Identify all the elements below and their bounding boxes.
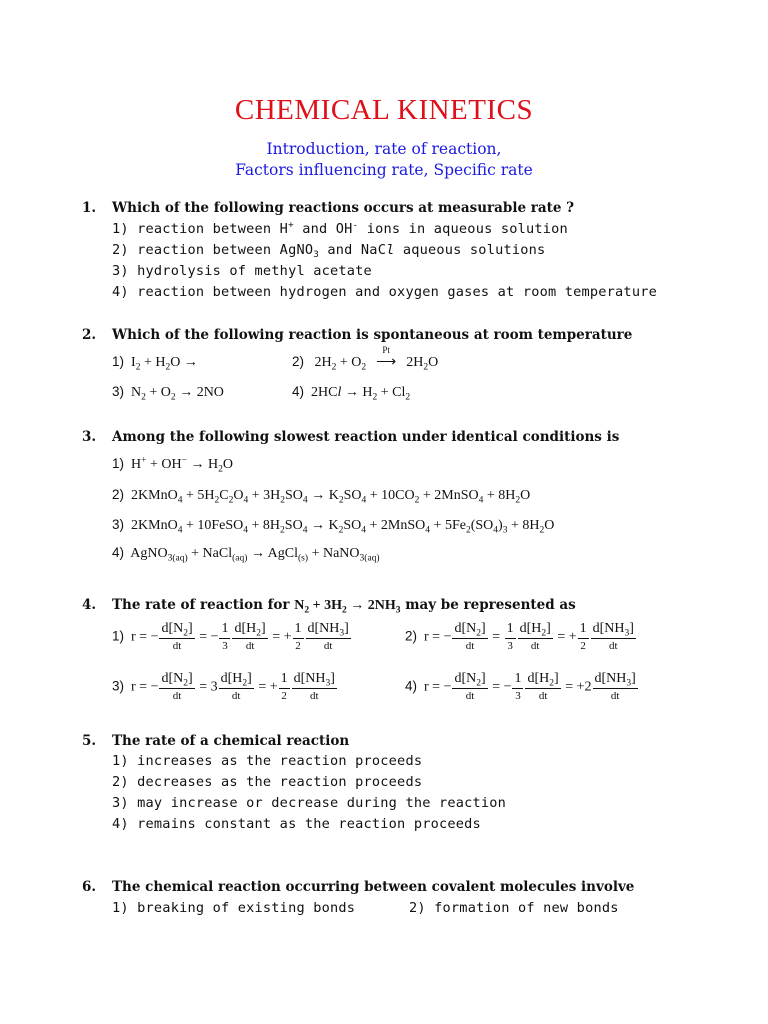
question-2-option-4: 4) $2HCl \to H_2 + Cl_2$ [292,384,411,403]
question-6-number: 6. [82,879,97,895]
question-5-option-1: 1) increases as the reaction proceeds [112,753,423,769]
question-5-option-3: 3) may increase or decrease during the reaction [112,795,507,811]
question-5-option-4: 4) remains constant as the reaction proceeds [112,816,481,832]
question-1-number: 1. [82,200,97,216]
question-3-number: 3. [82,429,97,445]
question-1-option-4: 4) reaction between hydrogen and oxygen gases at room temperature [112,284,657,300]
question-5-number: 5. [82,733,97,749]
question-5-option-2: 2) decreases as the reaction proceeds [112,774,423,790]
question-4-option-3: 3) r = − $\frac{d[N_2]}{dt}$ = 3 $\frac{d[H_2]}{dt}$ = + $\frac{1}{2}$ $\frac{d[NH_3]}{dt}$ [112,671,335,702]
question-2-option-3: 3) $N_2 + O_2 \to 2NO$ [112,384,224,403]
question-3-option-3: 3) 2KMnO$_4$ + 10FeSO$_4$ + $8H_2SO_4 \to K_2SO_4$ + 2MnSO$_4$ + $5Fe_2(SO_4)_3 + 8H_2O$ [112,517,555,536]
question-4-option-1: 1) r = − $\frac{d[N_2]}{dt}$ = − $\frac{1}{3}$ $\frac{d[H_2]}{dt}$ = + $\frac{1}{2}$ $\frac{d[NH_3]}{dt}$ [112,621,349,652]
subtitle-line-2: Factors influencing rate, Specific rate [235,161,533,179]
page-title: CHEMICAL KINETICS [234,94,534,126]
question-2-text: Which of the following reaction is spontaneous at room temperature [112,327,633,343]
question-3-option-2: 2) 2KMnO$_4$ + $5H_2C_2O_4 + 3H_2SO_4 \to K_2SO_4 + 10CO_2$ + 2MnSO$_4$ + $8H_2O$ [112,487,531,506]
question-1-text: Which of the following reactions occurs at measurable rate ? [112,200,575,216]
question-2-option-1: 1) $I_2 + H_2O$ → [112,354,198,373]
question-4-text: The rate of reaction for $N_2 + 3H_2 \to 2NH_3$ may be represented as [112,597,576,616]
subtitle-line-1: Introduction, rate of reaction, [266,140,502,158]
question-4-number: 4. [82,597,97,613]
question-3-option-1: 1) $H^+ + OH^- \to H_2O$ [112,455,234,475]
question-6-option-2: 2) formation of new bonds [409,900,619,916]
question-1-option-3: 3) hydrolysis of methyl acetate [112,263,372,279]
question-3-text: Among the following slowest reaction under identical conditions is [112,429,620,445]
question-1-option-1: 1) reaction between H+ and OH- ions in aqueous solution [112,219,568,237]
question-6-option-1: 1) breaking of existing bonds [112,900,356,916]
question-2-option-2: 2) $2H_2 + O_2$ Pt ⟶ $2H_2O$ [292,345,439,373]
question-4-option-2: 2) r = − $\frac{d[N_2]}{dt}$ = $\frac{1}{3}$ $\frac{d[H_2]}{dt}$ = + $\frac{1}{2}$ $\frac{d[NH_3]}{dt}$ [405,621,634,652]
question-3-option-4: 4) AgNO$_{3(aq)}$ + NaCl$_{(aq)}$ → AgCl$_{(s)}$ + NaNO$_{3(aq)}$ [112,545,380,564]
question-5-text: The rate of a chemical reaction [112,733,350,749]
question-6-text: The chemical reaction occurring between covalent molecules involve [112,879,635,895]
question-2-number: 2. [82,327,97,343]
question-1-option-2: 2) reaction between AgNO$_3$ and NaCl aqueous solutions [112,242,546,261]
question-4-option-4: 4) r = − $\frac{d[N_2]}{dt}$ = − $\frac{1}{3}$ $\frac{d[H_2]}{dt}$ = +2 $\frac{d[NH_3]}{dt}$ [405,671,636,702]
